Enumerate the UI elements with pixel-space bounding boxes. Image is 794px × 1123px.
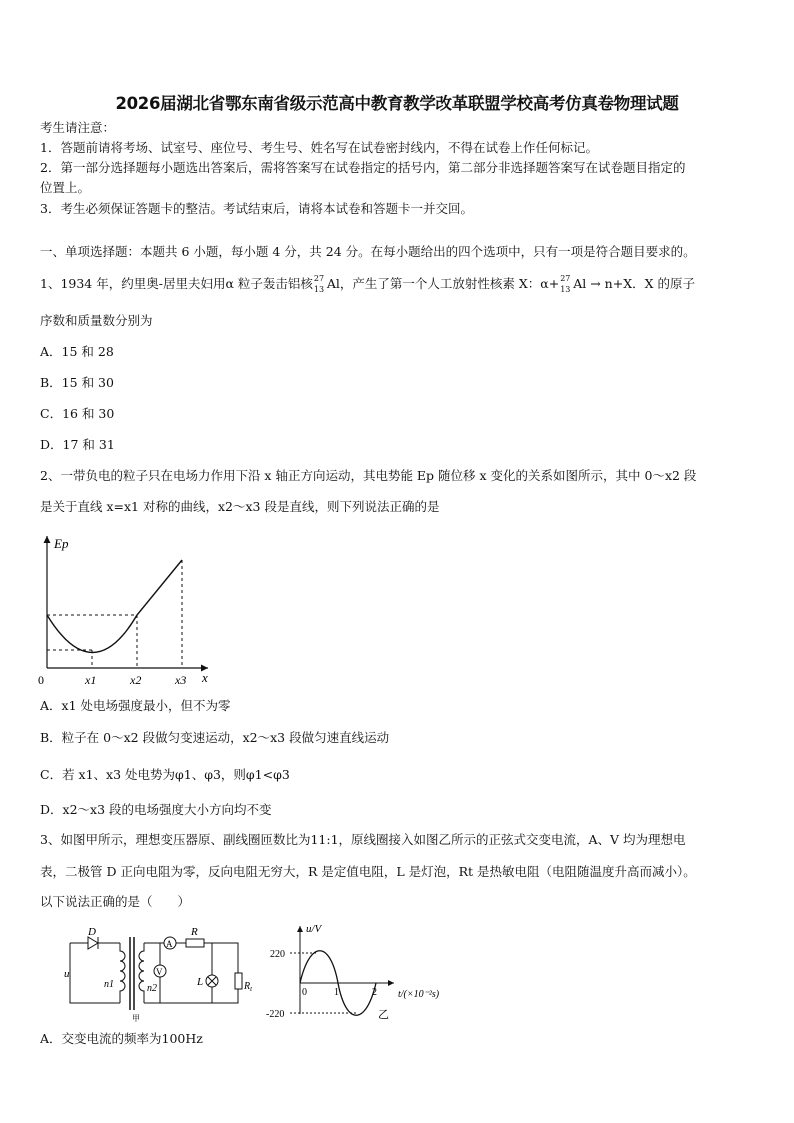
q1-stem-text: ．X 的原子 [632, 276, 695, 291]
q1-stem-text: 1、1934 年，约里奥-居里夫妇用α 粒子轰击铝核 [40, 276, 313, 291]
diode-label: D [88, 926, 96, 938]
diode-icon [88, 937, 98, 949]
q1-option-a: A．15 和 28 [40, 344, 114, 359]
q1-stem-text: ，产生了第一个人工放射性核素 X： [339, 276, 541, 291]
y-axis-label: Ep [54, 536, 69, 551]
q1-option-d: D．17 和 31 [40, 437, 115, 452]
tick-label: x1 [85, 673, 97, 687]
ammeter-label: A [166, 939, 173, 949]
q3-option-a: A．交变电流的频率为100Hz [40, 1031, 203, 1046]
q2-option-c: C．若 x1、x3 处电势为φ1、φ3，则φ1<φ3 [40, 767, 290, 782]
page-title: 2026届湖北省鄂东南省级示范高中教育教学改革联盟学校高考仿真卷物理试题 [115, 94, 679, 113]
origin-label: 0 [38, 673, 44, 687]
q3-stem: 以下说法正确的是（ ） [40, 894, 191, 909]
n2-label: n2 [147, 983, 157, 994]
source-label: u [64, 968, 70, 980]
notice-item: 3．考生必须保证答题卡的整洁。考试结束后，请将本试卷和答题卡一并交回。 [40, 201, 473, 216]
tick-label: 2 [372, 987, 377, 998]
q2-option-b: B．粒子在 0～x2 段做匀变速运动，x2～x3 段做匀速直线运动 [40, 730, 390, 745]
q1-stem [40, 276, 695, 292]
tick-label: 1 [334, 987, 339, 998]
q3-stem: 3、如图甲所示，理想变压器原、副线圈匝数比为11:1，原线圈接入如图乙所示的正弦式交变电流，A、V 均为理想电 [40, 832, 686, 847]
secondary-coil-icon [139, 943, 144, 1003]
tick-label: x3 [175, 673, 187, 687]
figure-caption: 甲 [132, 1014, 140, 1023]
figure-caption: 乙 [378, 1009, 389, 1021]
aluminium-nuclide: 27 13 [560, 274, 571, 294]
thermistor-icon [235, 973, 242, 989]
wire [70, 943, 120, 1003]
q1-option-c: C．16 和 30 [40, 406, 115, 421]
tick-label: x2 [130, 673, 142, 687]
origin-label: 0 [302, 987, 307, 998]
x-axis-label: t/(×10⁻²s) [398, 989, 440, 1000]
notice-heading: 考生请注意： [40, 120, 116, 135]
q1-option-b: B．15 和 30 [40, 375, 114, 390]
q3-voltage-wave [262, 920, 462, 1020]
q3-transformer-circuit [60, 925, 253, 1025]
resistor-label: R [191, 926, 198, 938]
x-axis-label: x [202, 670, 208, 685]
resistor-icon [186, 939, 204, 947]
tick-label: -220 [266, 1009, 285, 1020]
notice-item: 位置上。 [40, 180, 91, 195]
q2-stem: 2、一带负电的粒子只在电场力作用下沿 x 轴正方向运动，其电势能 Ep 随位移 x 变化的关系如图所示，其中 0～x2 段 [40, 468, 697, 483]
notice-item: 1．答题前请将考场、试室号、座位号、考生号、姓名写在试卷密封线内，不得在试卷上作任何标记。 [40, 140, 598, 155]
notice-item: 2．第一部分选择题每小题选出答案后，需将答案写在试卷指定的括号内，第二部分非选择题答案写在试卷题目指定的 [40, 160, 686, 175]
nuclide-symbol: Al [326, 276, 340, 291]
q2-option-d: D．x2～x3 段的电场强度大小方向均不变 [40, 802, 272, 817]
voltmeter-label: V [156, 967, 163, 977]
q1-stem: 序数和质量数分别为 [40, 313, 153, 328]
reaction-equation: α+ [540, 276, 560, 291]
q3-stem: 表，二极管 D 正向电阻为零，反向电阻无穷大，R 是定值电阻，L 是灯泡，Rt 是热敏电阻（电阻随温度升高而减小）。 [40, 864, 696, 879]
q2-stem: 是关于直线 x=x1 对称的曲线，x2～x3 段是直线，则下列说法正确的是 [40, 499, 440, 514]
q2-option-a: A．x1 处电场强度最小，但不为零 [40, 698, 231, 713]
thermistor-label: $R_t$ [244, 981, 253, 993]
reaction-equation: Al → n+X [573, 276, 633, 291]
tick-label: 220 [270, 949, 285, 960]
energy-curve [47, 560, 182, 653]
q2-energy-graph [30, 530, 220, 690]
lamp-label: L [197, 976, 204, 988]
aluminium-nuclide: 27 13 [313, 274, 325, 294]
section-heading: 一、单项选择题：本题共 6 小题，每小题 4 分，共 24 分。在每小题给出的四个选项中，只有一项是符合题目要求的。 [40, 244, 696, 259]
y-axis-label: u/V [306, 923, 322, 935]
primary-coil-icon [120, 943, 125, 1003]
n1-label: n1 [104, 979, 114, 990]
